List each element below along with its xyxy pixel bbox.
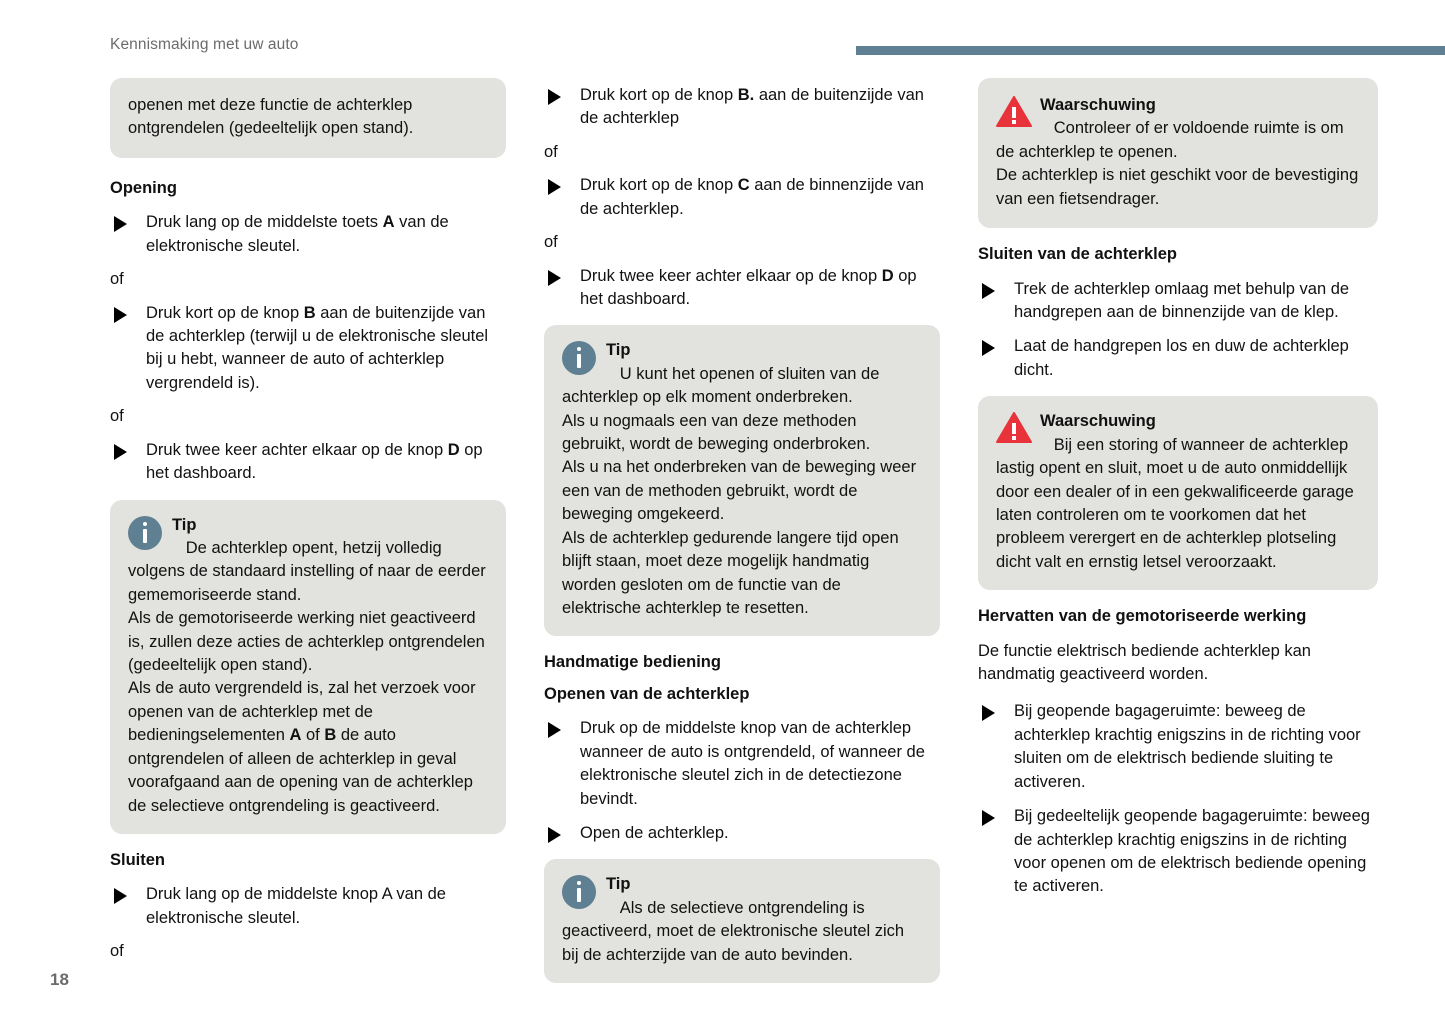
list-item (544, 717, 940, 811)
list-item (544, 822, 940, 845)
heading-handmatige-bediening: Handmatige bediening (544, 653, 721, 672)
page-header (0, 0, 1445, 70)
triangle-bullet-icon (114, 888, 127, 904)
three-column-layout (110, 78, 1425, 964)
triangle-bullet-icon (982, 705, 995, 721)
list-item (110, 439, 506, 486)
control-label-b: B (324, 726, 337, 745)
warning-label: Waarschuwing (1040, 96, 1156, 114)
list-item (978, 700, 1378, 794)
list-item-text: Open de achterklep. (580, 824, 729, 842)
triangle-bullet-icon (114, 307, 127, 323)
list-item-text-cont: op het dashboard. (580, 266, 917, 308)
list-item-text-cont: aan de buitenzijde van de achterklep (terwijl u de elektronische sleutel bij u hebt, wanneer de auto of achterklep vergrendeld is). (146, 303, 489, 392)
tip-paragraph-1: De achterklep opent, hetzij volledig volgens de standaard instelling of naar de eerder gememoriseerde stand. (128, 538, 486, 604)
sluiten-step-list (110, 883, 506, 930)
control-label-b: B. (737, 86, 755, 104)
warning-triangle-icon (996, 412, 1030, 446)
triangle-bullet-icon (548, 89, 561, 105)
list-item (544, 84, 940, 131)
list-item (110, 211, 506, 258)
triangle-bullet-icon (548, 270, 561, 286)
triangle-bullet-icon (982, 810, 995, 826)
header-rule (856, 46, 1445, 55)
tip-box-interrupt (544, 325, 940, 636)
hervatten-list (978, 700, 1378, 898)
tip-paragraph-3: Als de auto vergrendeld is, zal het verzoek voor openen van de achterklep met de bedieningselementen A of B de auto ontgrendelen of alleen de achterklep in geval voorafgaand aan de opening van de achterklep de selectieve ontgrendeling is geactiveerd. (128, 679, 476, 815)
warning-paragraph-1: Controleer of er voldoende ruimte is om de achterklep te openen. (996, 119, 1344, 161)
info-circle-icon (562, 875, 596, 909)
warning-body (996, 410, 1360, 574)
list-item-text: Druk kort op de knop (580, 86, 738, 104)
running-header-title: Kennismaking met uw auto (110, 36, 299, 53)
page-number: 18 (50, 970, 69, 989)
info-circle-icon (128, 516, 162, 550)
tip-paragraph-2: Als de gemotoriseerde werking niet geactiveerd is, zullen deze acties de achterklep ontgrendelen (gedeeltelijk open stand). (128, 609, 485, 675)
control-label-a: A (289, 726, 302, 745)
tip-paragraph-3: Als u na het onderbreken van de beweging weer een van de methoden gebruikt, wordt de beweging omgekeerd. (562, 458, 917, 524)
column-3 (978, 78, 1378, 958)
heading-openen-achterklep: Openen van de achterklep (544, 684, 750, 703)
list-item-text-cont: op het dashboard. (146, 440, 483, 483)
list-item-text-cont: van de elektronische sleutel. (146, 213, 449, 255)
list-item-text: Druk twee keer achter elkaar op de knop (146, 440, 448, 459)
list-item-text-cont: aan de buitenzijde van de achterklep (580, 86, 924, 128)
list-item-text: Bij geopende bagageruimte: beweeg de achterklep krachtig enigszins in de richting voor sluiten om de elektrisch bediende sluiting te activeren. (1014, 702, 1361, 791)
continued-text-box (110, 78, 506, 158)
continued-text: openen met deze functie de achterklep ontgrendelen (gedeeltelijk open stand). (128, 96, 414, 138)
tip-paragraph-1: Als de selectieve ontgrendeling is geactiveerd, moet de elektronische sleutel zich bij de achterzijde van de auto bevinden. (562, 898, 905, 964)
list-item (544, 174, 940, 221)
control-label-d: D (447, 440, 460, 459)
triangle-bullet-icon (114, 444, 127, 460)
heading-hervatten: Hervatten van de gemotoriseerde werking (978, 607, 1307, 626)
list-item-text: Druk kort op de knop (146, 303, 304, 322)
tip-box-selective-unlock (544, 859, 940, 983)
alternative-separator: of (544, 142, 558, 161)
triangle-bullet-icon (548, 827, 561, 843)
sluiten-achterklep-list (978, 278, 1378, 383)
warning-label: Waarschuwing (1040, 412, 1156, 431)
triangle-bullet-icon (114, 216, 127, 232)
info-circle-icon (562, 341, 596, 375)
opening-step-list-3 (110, 439, 506, 486)
list-item (544, 265, 940, 312)
tip-body (562, 873, 922, 967)
tip-label: Tip (172, 515, 197, 534)
warning-triangle-icon (996, 96, 1030, 130)
column-2 (544, 78, 940, 964)
sluiten-step-list-2 (544, 84, 940, 131)
triangle-bullet-icon (982, 283, 995, 299)
control-label-b: B (303, 303, 316, 322)
tip-paragraph-1: U kunt het openen of sluiten van de achterklep op elk moment onderbreken. (562, 364, 880, 407)
list-item (110, 302, 506, 396)
list-item-text-cont: aan de binnenzijde van de achterklep. (580, 176, 924, 218)
tip-body (128, 514, 488, 818)
hervatten-intro: De functie elektrisch bediende achterklep kan handmatig geactiveerd worden. (978, 641, 1311, 684)
heading-sluiten: Sluiten (110, 850, 166, 869)
list-item-text: Druk twee keer achter elkaar op de knop (580, 266, 882, 285)
warning-box-malfunction (978, 396, 1378, 590)
list-item-text: Druk lang op de middelste toets (146, 213, 383, 232)
warning-body (996, 94, 1360, 211)
control-label-d: D (881, 266, 894, 285)
tip-label: Tip (606, 875, 631, 894)
tip-paragraph-2: Als u nogmaals een van deze methoden gebruikt, wordt de beweging onderbroken. (562, 411, 871, 454)
list-item (978, 805, 1378, 899)
list-item (978, 278, 1378, 325)
sluiten-step-list-4 (544, 265, 940, 312)
tip-body (562, 339, 922, 620)
heading-opening: Opening (110, 178, 177, 197)
list-item-text: Trek de achterklep omlaag met behulp van de handgrepen aan de binnenzijde van de klep. (1014, 279, 1350, 321)
list-item-text: Bij gedeeltelijk geopende bagageruimte: beweeg de achterklep krachtig enigszins in de richting voor openen om de elektrisch bediende opening te activeren. (1014, 807, 1370, 896)
opening-step-list-1 (110, 211, 506, 258)
tip-paragraph-4: Als de achterklep gedurende langere tijd open blijft staan, moet deze mogelijk handmatig worden gesloten om de functie van de elektrische achterklep te resetten. (562, 528, 899, 618)
warning-box-clearance (978, 78, 1378, 228)
warning-paragraph-1: Bij een storing of wanneer de achterklep lastig opent en sluit, moet u de auto onmiddellijk door een dealer of in een gekwalificeerde garage laten controleren om te voorkomen dat het probleem verergert en de achterklep plotseling dicht valt en ernstig letsel veroorzaakt. (996, 435, 1354, 571)
list-item-text: Druk kort op de knop (580, 176, 738, 195)
list-item (110, 883, 506, 930)
list-item-text: Druk op de middelste knop van de achterklep wanneer de auto is ontgrendeld, of wanneer de elektronische sleutel zich in de detectiezone bevindt. (580, 719, 925, 808)
list-item (978, 335, 1378, 382)
control-label-c: C (737, 176, 750, 195)
alternative-separator: of (110, 407, 124, 426)
tip-box-opening (110, 500, 506, 834)
alternative-separator: of (110, 942, 124, 961)
control-label-a: A (382, 213, 395, 232)
sluiten-step-list-3 (544, 174, 940, 221)
triangle-bullet-icon (548, 722, 561, 738)
tip-label: Tip (606, 341, 631, 360)
triangle-bullet-icon (548, 179, 561, 195)
alternative-separator: of (544, 233, 558, 252)
opening-step-list-2 (110, 302, 506, 396)
alternative-separator: of (110, 270, 124, 289)
warning-paragraph-2: De achterklep is niet geschikt voor de bevestiging van een fietsendrager. (996, 166, 1359, 208)
openen-step-list (544, 717, 940, 845)
triangle-bullet-icon (982, 340, 995, 356)
heading-sluiten-achterklep: Sluiten van de achterklep (978, 245, 1177, 264)
list-item-text: Laat de handgrepen los en duw de achterklep dicht. (1014, 337, 1349, 379)
list-item-text: Druk lang op de middelste knop A van de elektronische sleutel. (146, 885, 446, 927)
column-1 (110, 78, 506, 961)
